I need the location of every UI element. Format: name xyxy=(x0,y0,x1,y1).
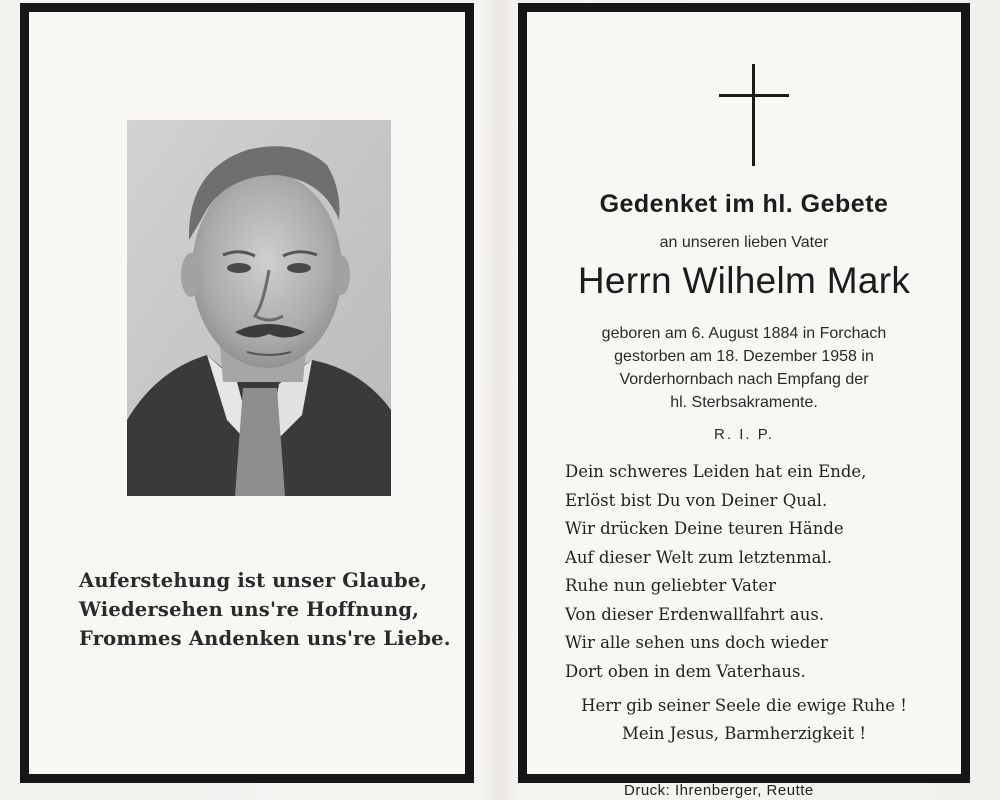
cross-icon xyxy=(719,64,789,166)
card-subheading: an unseren lieben Vater xyxy=(659,234,829,251)
detail-line: hl. Sterbsakramente. xyxy=(670,394,818,411)
poem-line: Dort oben in dem Vaterhaus. xyxy=(565,661,806,681)
life-details xyxy=(527,322,961,414)
poem-line: Dein schweres Leiden hat ein Ende, xyxy=(565,462,867,481)
motto-line: Wiedersehen uns're Hoffnung, xyxy=(79,598,420,621)
prayer-line: Mein Jesus, Barmherzigkeit ! xyxy=(621,724,867,743)
detail-line: gestorben am 18. Dezember 1958 in xyxy=(614,348,874,365)
motto-line: Auferstehung ist unser Glaube, xyxy=(79,569,428,592)
portrait-photo xyxy=(127,120,391,496)
portrait-icon xyxy=(127,120,391,496)
poem-line: Von dieser Erdenwallfahrt aus. xyxy=(565,604,825,624)
deceased-name: Herrn Wilhelm Mark xyxy=(577,260,911,301)
motto-text xyxy=(79,566,449,653)
detail-line: geboren am 6. August 1884 in Forchach xyxy=(601,325,887,342)
poem-line: Erlöst bist Du von Deiner Qual. xyxy=(565,490,828,510)
motto-line: Frommes Andenken uns're Liebe. xyxy=(79,627,451,650)
poem-line: Wir drücken Deine teuren Hände xyxy=(565,519,844,538)
right-card-panel xyxy=(518,3,970,783)
printer-credit: Druck: Ihrenberger, Reutte xyxy=(624,782,814,799)
prayer-line: Herr gib seiner Seele die ewige Ruhe ! xyxy=(581,696,907,715)
poem-line: Auf dieser Welt zum letztenmal. xyxy=(565,547,832,567)
detail-line: Vorderhornbach nach Empfang der xyxy=(619,371,869,388)
poem-line: Ruhe nun geliebter Vater xyxy=(565,576,777,595)
rip-text: R. I. P. xyxy=(714,426,774,443)
prayer xyxy=(527,692,961,748)
poem-line: Wir alle sehen uns doch wieder xyxy=(565,633,828,652)
left-card-panel xyxy=(20,3,474,783)
poem xyxy=(565,458,945,686)
card-heading: Gedenket im hl. Gebete xyxy=(599,190,889,218)
